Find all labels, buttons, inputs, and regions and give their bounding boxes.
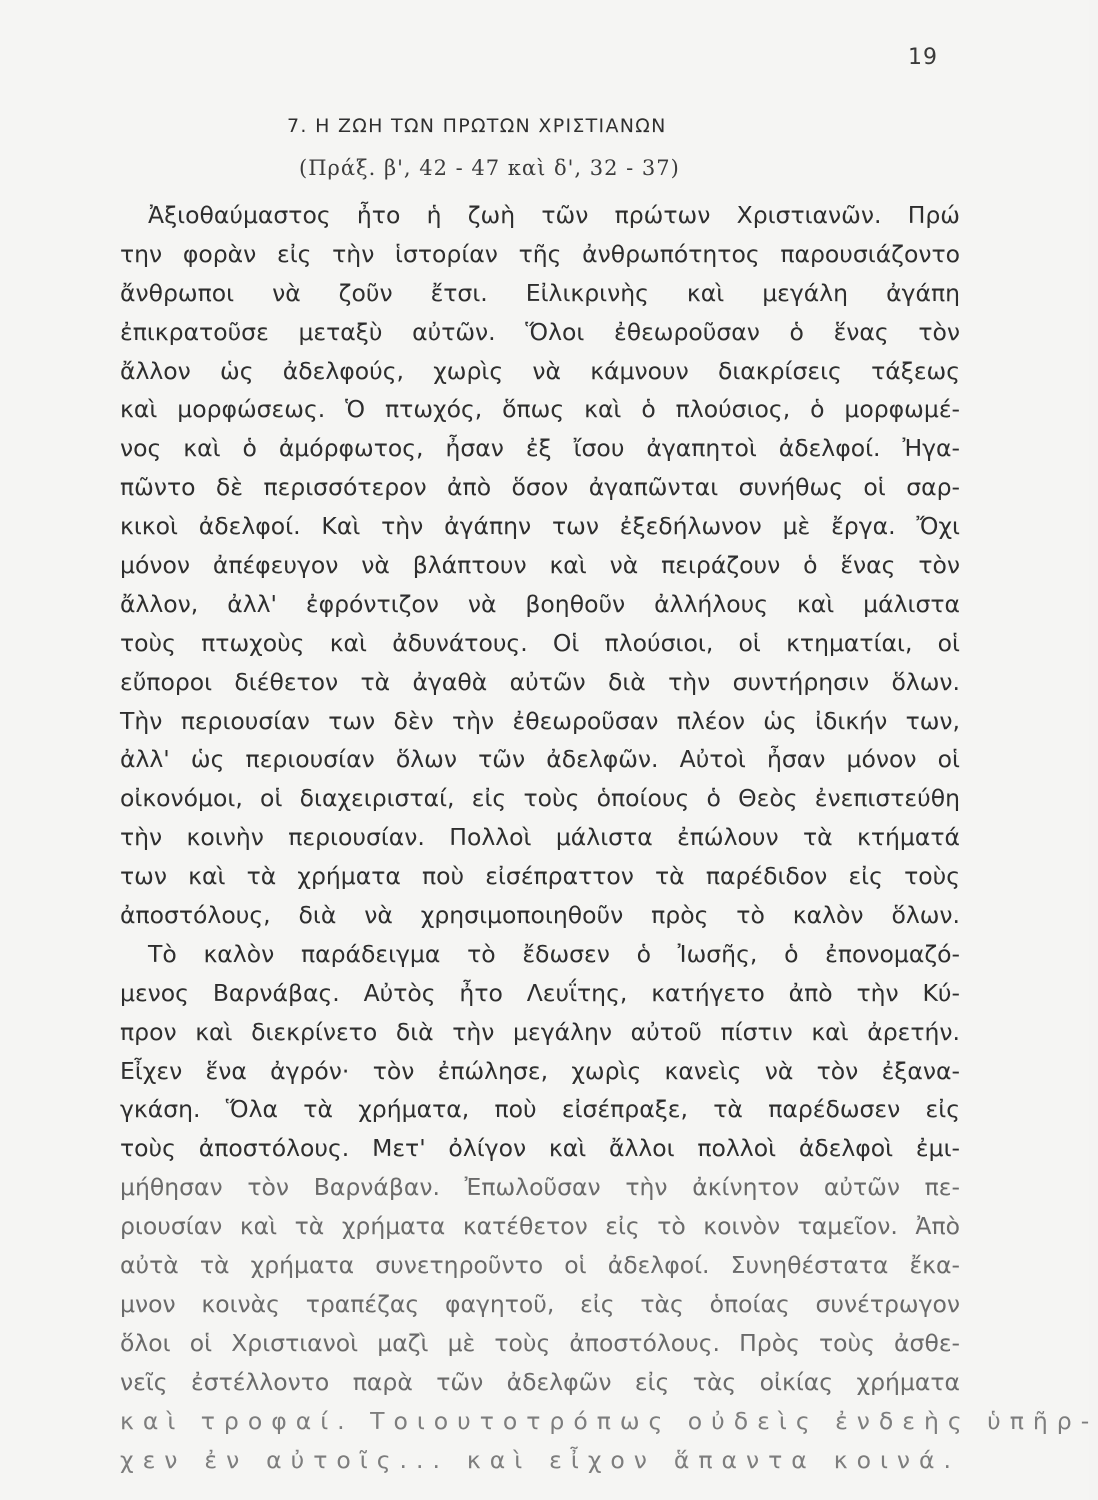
text-line: οἰκονόμοι, οἱ διαχειρισταί, εἰς τοὺς ὁποίους ὁ Θεὸς ἐνεπιστεύθη [120, 784, 960, 813]
text-line: τὴν κοινὴν περιουσίαν. Πολλοὶ μάλιστα ἐπώλουν τὰ κτήματά [120, 823, 960, 852]
text-line: ἀποστόλους, διὰ νὰ χρησιμοποιηθοῦν πρὸς τὸ καλὸν ὅλων. [120, 901, 960, 930]
text-line: νεῖς ἐστέλλοντο παρὰ τῶν ἀδελφῶν εἰς τὰς οἰκίας χρήματα [120, 1367, 960, 1396]
text-line: κικοὶ ἀδελφοί. Καὶ τὴν ἀγάπην των ἐξεδήλωνον μὲ ἔργα. Ὄχι [120, 512, 960, 541]
text-line: Τὸ καλὸν παράδειγμα τὸ ἔδωσεν ὁ Ἰωσῆς, ὁ ἐπονομαζό- [148, 939, 960, 968]
text-line: ἐπικρατοῦσε μεταξὺ αὐτῶν. Ὅλοι ἐθεωροῦσαν ὁ ἕνας τὸν [120, 317, 960, 346]
text-line: μνον κοινὰς τραπέζας φαγητοῦ, εἰς τὰς ὁποίας συνέτρωγον [120, 1289, 960, 1318]
text-line: ἀλλ' ὡς περιουσίαν ὅλων τῶν ἀδελφῶν. Αὐτοὶ ἦσαν μόνον οἱ [120, 745, 960, 774]
text-line: πῶντο δὲ περισσότερον ἀπὸ ὅσον ἀγαπῶνται συνήθως οἱ σαρ- [120, 473, 960, 502]
text-line: την φορὰν εἰς τὴν ἱστορίαν τῆς ἀνθρωπότητος παρουσιάζοντο [120, 239, 960, 268]
text-line: ὅλοι οἱ Χριστιανοὶ μαζὶ μὲ τοὺς ἀποστόλους. Πρὸς τοὺς ἀσθε- [120, 1328, 960, 1357]
text-line: χεν ἐν αὐτοῖς... καὶ εἶχον ἅπαντα κοινά. [120, 1445, 960, 1474]
text-line: ἄνθρωποι νὰ ζοῦν ἔτσι. Εἰλικρινὴς καὶ μεγάλη ἀγάπη [120, 278, 960, 307]
text-line: μόνον ἀπέφευγον νὰ βλάπτουν καὶ νὰ πειράζουν ὁ ἕνας τὸν [120, 551, 960, 580]
text-line: ἄλλον, ἀλλ' ἐφρόντιζον νὰ βοηθοῦν ἀλλήλους καὶ μάλιστα [120, 589, 960, 618]
text-line: προν καὶ διεκρίνετο διὰ τὴν μεγάλην αὐτοῦ πίστιν καὶ ἀρετήν. [120, 1017, 960, 1046]
body-text [120, 196, 1098, 1479]
text-line: Τὴν περιουσίαν των δὲν τὴν ἐθεωροῦσαν πλέον ὡς ἰδικήν των, [120, 706, 960, 735]
text-line: μήθησαν τὸν Βαρνάβαν. Ἐπωλοῦσαν τὴν ἀκίνητον αὐτῶν πε- [120, 1173, 960, 1202]
text-line: ριουσίαν καὶ τὰ χρήματα κατέθετον εἰς τὸ κοινὸν ταμεῖον. Ἀπὸ [120, 1212, 960, 1241]
text-line: Ἀξιοθαύμαστος ἦτο ἡ ζωὴ τῶν πρώτων Χριστιανῶν. Πρώ [148, 201, 960, 229]
text-line: αὐτὰ τὰ χρήματα συνετηροῦντο οἱ ἀδελφοί. Συνηθέστατα ἔκα- [120, 1251, 960, 1280]
text-line: καὶ μορφώσεως. Ὁ πτωχός, ὅπως καὶ ὁ πλούσιος, ὁ μορφωμέ- [120, 395, 960, 424]
text-line: νος καὶ ὁ ἀμόρφωτος, ἦσαν ἐξ ἴσου ἀγαπητοὶ ἀδελφοί. Ἠγα- [120, 434, 960, 463]
text-line: Εἶχεν ἕνα ἀγρόν· τὸν ἐπώλησε, χωρὶς κανεὶς νὰ τὸν ἐξανα- [120, 1056, 960, 1085]
text-line: εὔποροι διέθετον τὰ ἀγαθὰ αὐτῶν διὰ τὴν συντήρησιν ὅλων. [120, 667, 960, 696]
text-line: καὶ τροφαί. Τοιουτοτρόπως οὐδεὶς ἐνδεὴς ὑπῆρ- [120, 1406, 1098, 1435]
text-line: μενος Βαρνάβας. Αὐτὸς ἦτο Λευΐτης, κατήγετο ἀπὸ τὴν Κύ- [120, 978, 960, 1007]
chapter-heading: 7. Η ΖΩΗ ΤΩΝ ΠΡΩΤΩΝ ΧΡΙΣΤΙΑΝΩΝ [287, 115, 667, 137]
page-number: 19 [908, 45, 938, 70]
text-line: τοὺς πτωχοὺς καὶ ἀδυνάτους. Οἱ πλούσιοι, οἱ κτηματίαι, οἱ [120, 628, 960, 657]
text-line: ἄλλον ὡς ἀδελφούς, χωρὶς νὰ κάμνουν διακρίσεις τάξεως [120, 356, 960, 385]
text-line: γκάση. Ὅλα τὰ χρήματα, ποὺ εἰσέπραξε, τὰ παρέδωσεν εἰς [120, 1095, 960, 1124]
scripture-reference: (Πράξ. β', 42 - 47 καὶ δ', 32 - 37) [299, 156, 680, 180]
text-line: των καὶ τὰ χρήματα ποὺ εἰσέπραττον τὰ παρέδιδον εἰς τοὺς [120, 862, 960, 891]
text-line: τοὺς ἀποστόλους. Μετ' ὀλίγον καὶ ἄλλοι πολλοὶ ἀδελφοὶ ἐμι- [120, 1134, 960, 1163]
